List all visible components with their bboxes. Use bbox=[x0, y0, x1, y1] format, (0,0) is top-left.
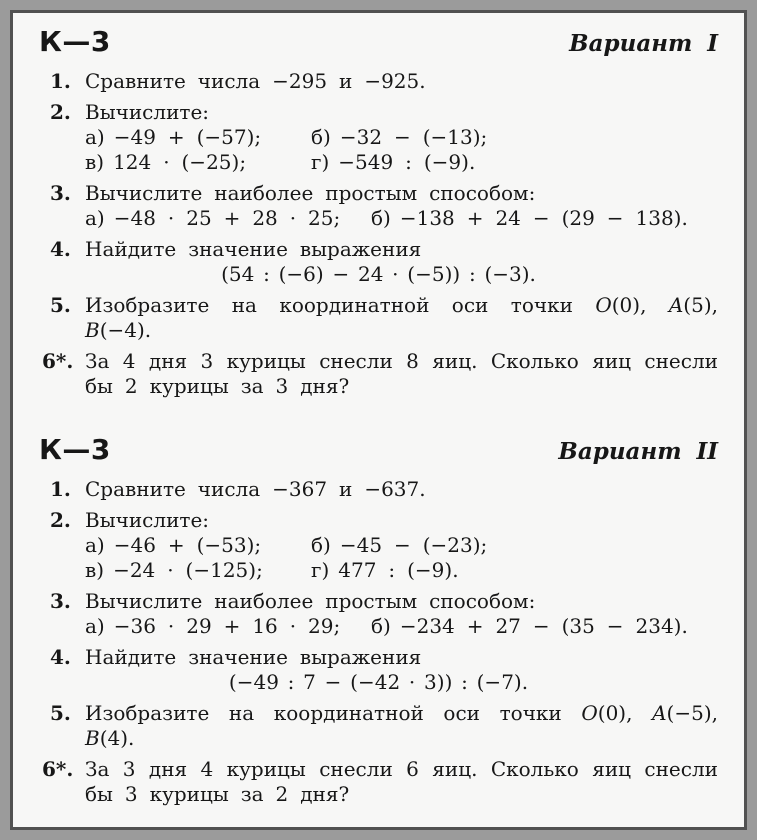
subparts-row bbox=[85, 558, 718, 583]
problem-body bbox=[85, 100, 718, 175]
section-header-1 bbox=[39, 25, 718, 58]
subpart-a bbox=[85, 125, 311, 150]
problem-text-line-1 bbox=[85, 293, 718, 318]
problem-text: Изобразите на координатной оси точки bbox=[85, 293, 573, 317]
subpart-label: а) bbox=[85, 533, 105, 557]
problem-number: 2. bbox=[50, 508, 71, 532]
problem-text-line-1: За 3 дня 4 курицы снесли 6 яиц. Сколько яиц снесли bbox=[85, 757, 718, 781]
subpart-expression: −234 + 27 − (35 − 234). bbox=[399, 614, 688, 638]
problem-number: 5. bbox=[50, 293, 71, 317]
problem-body bbox=[85, 349, 718, 399]
problem-text-line-2 bbox=[85, 726, 134, 750]
problem-5 bbox=[39, 293, 718, 343]
subpart-a bbox=[85, 614, 371, 639]
subpart-b bbox=[311, 125, 718, 150]
problem-text: Изобразите на координатной оси точки bbox=[85, 701, 562, 725]
problem-4 bbox=[39, 645, 718, 670]
point-value: (5), bbox=[683, 293, 718, 317]
point-letter: B bbox=[85, 726, 100, 750]
problem-1 bbox=[39, 477, 718, 502]
problem-text: Сравните числа −367 и −637. bbox=[85, 477, 426, 501]
subpart-a bbox=[85, 533, 311, 558]
problem-body bbox=[85, 181, 718, 231]
subpart-b bbox=[371, 614, 718, 639]
problem-6 bbox=[39, 757, 718, 807]
problem-body bbox=[85, 757, 718, 807]
point-value: (−5), bbox=[666, 701, 718, 725]
test-code: К—3 bbox=[39, 433, 111, 466]
problem-2 bbox=[39, 508, 718, 583]
point-a bbox=[669, 293, 718, 317]
subpart-label: г) bbox=[311, 150, 330, 174]
variant-title: Вариант II bbox=[558, 438, 718, 465]
problem-text-line-2 bbox=[85, 318, 151, 342]
subpart-expression: −24 · (−125); bbox=[113, 558, 263, 582]
subpart-b bbox=[371, 206, 718, 231]
subpart-label: а) bbox=[85, 125, 105, 149]
subpart-label: б) bbox=[311, 125, 331, 149]
problem-number: 1. bbox=[50, 69, 71, 93]
problem-text-line-2: бы 2 курицы за 3 дня? bbox=[85, 374, 350, 398]
subpart-expression: −549 : (−9). bbox=[338, 150, 476, 174]
subpart-expression: −46 + (−53); bbox=[113, 533, 262, 557]
problem-number: 6*. bbox=[42, 349, 74, 373]
problem-text: Сравните числа −295 и −925. bbox=[85, 69, 426, 93]
problem-body bbox=[85, 701, 718, 751]
section-variant-1 bbox=[39, 25, 718, 399]
point-letter: B bbox=[85, 318, 100, 342]
subpart-expression: −32 − (−13); bbox=[339, 125, 488, 149]
subpart-expression: −45 − (−23); bbox=[339, 533, 488, 557]
subparts-row bbox=[85, 206, 718, 231]
problem-number: 6*. bbox=[42, 757, 74, 781]
problem-5 bbox=[39, 701, 718, 751]
centered-expression: (54 : (−6) − 24 · (−5)) : (−3). bbox=[221, 262, 536, 286]
subpart-expression: −48 · 25 + 28 · 25; bbox=[113, 206, 341, 230]
problem-number: 1. bbox=[50, 477, 71, 501]
problem-1 bbox=[39, 69, 718, 94]
subpart-g bbox=[311, 150, 718, 175]
problem-4 bbox=[39, 237, 718, 262]
point-letter: O bbox=[595, 293, 612, 317]
point-o bbox=[595, 293, 646, 317]
point-o bbox=[581, 701, 632, 725]
point-value: (−4). bbox=[99, 318, 152, 342]
point-value: (4). bbox=[99, 726, 135, 750]
subpart-b bbox=[311, 533, 718, 558]
centered-expression: (−49 : 7 − (−42 · 3)) : (−7). bbox=[228, 670, 529, 694]
subpart-expression: −49 + (−57); bbox=[113, 125, 262, 149]
test-code: К—3 bbox=[39, 25, 111, 58]
problem-3 bbox=[39, 181, 718, 231]
point-letter: A bbox=[652, 701, 667, 725]
subpart-label: г) bbox=[311, 558, 330, 582]
variant-title: Вариант I bbox=[569, 30, 718, 57]
subpart-expression: 124 · (−25); bbox=[113, 150, 247, 174]
subpart-expression: 477 : (−9). bbox=[338, 558, 459, 582]
problem-text: Вычислите: bbox=[85, 100, 210, 124]
problem-text-line-2: бы 3 курицы за 2 дня? bbox=[85, 782, 350, 806]
subparts-row bbox=[85, 533, 718, 558]
subpart-label: а) bbox=[85, 206, 105, 230]
subparts-row bbox=[85, 614, 718, 639]
problem-2 bbox=[39, 100, 718, 175]
problem-number: 4. bbox=[50, 645, 71, 669]
problem-body bbox=[85, 589, 718, 639]
subparts-row bbox=[85, 150, 718, 175]
point-value: (0), bbox=[611, 293, 647, 317]
subpart-a bbox=[85, 206, 371, 231]
point-letter: O bbox=[581, 701, 598, 725]
problem-6 bbox=[39, 349, 718, 399]
subpart-label: а) bbox=[85, 614, 105, 638]
problem-text: Вычислите наиболее простым способом: bbox=[85, 589, 536, 613]
worksheet-paper bbox=[10, 10, 747, 830]
subpart-expression: −138 + 24 − (29 − 138). bbox=[399, 206, 688, 230]
subparts-row bbox=[85, 125, 718, 150]
problem-text-line-1 bbox=[85, 701, 718, 726]
problem-number: 3. bbox=[50, 589, 71, 613]
problem-3 bbox=[39, 589, 718, 639]
problem-body bbox=[85, 508, 718, 583]
section-variant-2 bbox=[39, 433, 718, 807]
point-letter: A bbox=[668, 293, 684, 317]
subpart-label: б) bbox=[371, 206, 391, 230]
problem-text: Найдите значение выражения bbox=[85, 237, 422, 261]
problem-number: 2. bbox=[50, 100, 71, 124]
subpart-label: б) bbox=[371, 614, 391, 638]
subpart-label: б) bbox=[311, 533, 331, 557]
problem-text: Найдите значение выражения bbox=[85, 645, 422, 669]
problem-text: Вычислите наиболее простым способом: bbox=[85, 181, 536, 205]
subpart-label: в) bbox=[85, 558, 105, 582]
problem-number: 3. bbox=[50, 181, 71, 205]
problem-number: 4. bbox=[50, 237, 71, 261]
subpart-expression: −36 · 29 + 16 · 29; bbox=[113, 614, 341, 638]
point-value: (0), bbox=[597, 701, 633, 725]
point-a bbox=[652, 701, 718, 725]
problem-text: Вычислите: bbox=[85, 508, 210, 532]
problem-text-line-1: За 4 дня 3 курицы снесли 8 яиц. Сколько яиц снесли bbox=[85, 349, 718, 373]
subpart-g bbox=[311, 558, 718, 583]
subpart-v bbox=[85, 150, 311, 175]
problem-number: 5. bbox=[50, 701, 71, 725]
section-header-2 bbox=[39, 433, 718, 466]
subpart-v bbox=[85, 558, 311, 583]
problem-body bbox=[85, 293, 718, 343]
subpart-label: в) bbox=[85, 150, 105, 174]
